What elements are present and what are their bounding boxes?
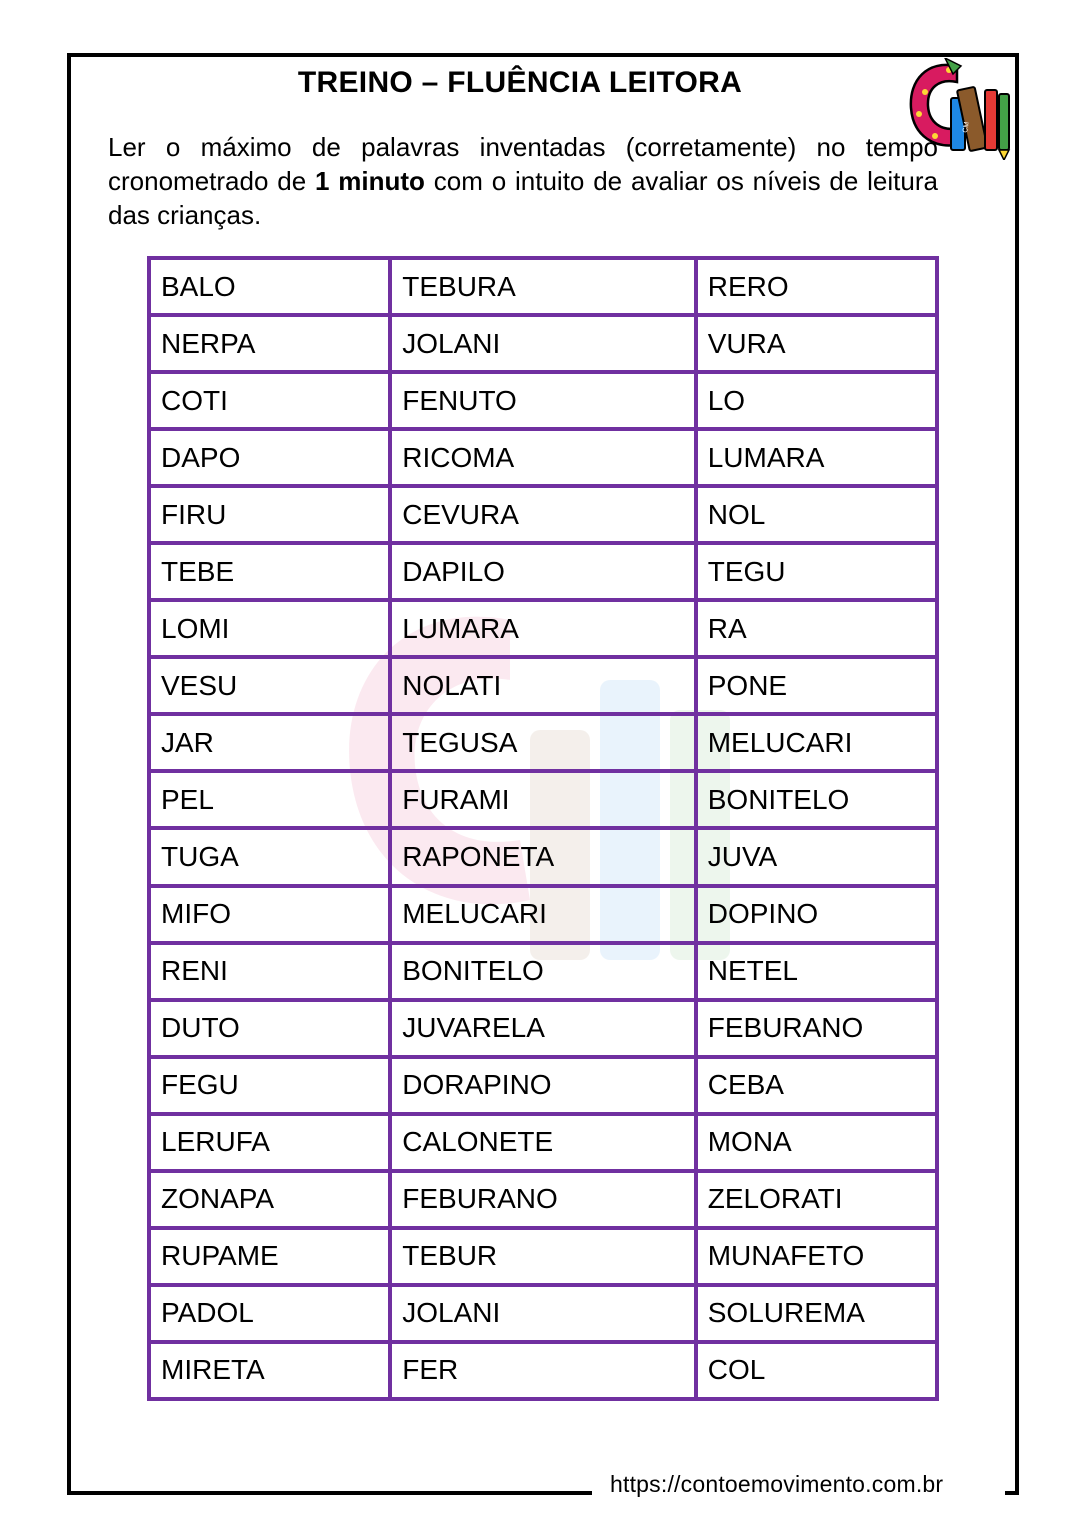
word-cell: FEBURANO xyxy=(696,1000,937,1057)
word-cell: DORAPINO xyxy=(390,1057,696,1114)
word-row xyxy=(149,1114,937,1171)
word-cell: TEBE xyxy=(149,543,390,600)
word-row xyxy=(149,714,937,771)
word-cell: BONITELO xyxy=(696,771,937,828)
word-table-body xyxy=(149,258,937,1399)
word-cell: ZONAPA xyxy=(149,1171,390,1228)
word-row xyxy=(149,258,937,315)
word-cell: RUPAME xyxy=(149,1228,390,1285)
word-cell: LUMARA xyxy=(390,600,696,657)
word-cell: MIFO xyxy=(149,886,390,943)
word-cell: PADOL xyxy=(149,1285,390,1342)
instructions-text xyxy=(108,130,938,232)
word-cell: MELUCARI xyxy=(390,886,696,943)
page-border-right xyxy=(1015,53,1019,1495)
word-cell: TUGA xyxy=(149,828,390,885)
word-cell: MIRETA xyxy=(149,1342,390,1399)
word-cell: CEBA xyxy=(696,1057,937,1114)
word-cell: JUVA xyxy=(696,828,937,885)
page-title: TREINO – FLUÊNCIA LEITORA xyxy=(297,66,743,99)
word-cell: CALONETE xyxy=(390,1114,696,1171)
word-cell: FENUTO xyxy=(390,372,696,429)
svg-text:CM: CM xyxy=(962,121,971,134)
word-cell: CEVURA xyxy=(390,486,696,543)
page-border-bottom xyxy=(67,1491,592,1495)
word-table xyxy=(147,256,939,1401)
word-row xyxy=(149,486,937,543)
word-cell: DAPO xyxy=(149,429,390,486)
page-border-top xyxy=(67,53,1019,57)
word-cell: PONE xyxy=(696,657,937,714)
word-cell: SOLUREMA xyxy=(696,1285,937,1342)
word-cell: MONA xyxy=(696,1114,937,1171)
page-border-bottom-tail xyxy=(1005,1491,1019,1495)
word-cell: DUTO xyxy=(149,1000,390,1057)
word-row xyxy=(149,1171,937,1228)
word-row xyxy=(149,1285,937,1342)
word-row xyxy=(149,771,937,828)
word-cell: COTI xyxy=(149,372,390,429)
word-cell: JUVARELA xyxy=(390,1000,696,1057)
word-row xyxy=(149,543,937,600)
word-cell: LO xyxy=(696,372,937,429)
word-cell: LUMARA xyxy=(696,429,937,486)
word-row xyxy=(149,429,937,486)
word-row xyxy=(149,828,937,885)
instructions-text-part-1: Ler o máximo de palavras inventadas (corretamente) no tempo cronometrado de xyxy=(108,132,938,196)
word-row xyxy=(149,657,937,714)
word-cell: NERPA xyxy=(149,315,390,372)
word-cell: COL xyxy=(696,1342,937,1399)
word-row xyxy=(149,1000,937,1057)
word-row xyxy=(149,315,937,372)
word-cell: NOLATI xyxy=(390,657,696,714)
word-cell: JOLANI xyxy=(390,315,696,372)
word-row xyxy=(149,1228,937,1285)
word-cell: NOL xyxy=(696,486,937,543)
word-row xyxy=(149,886,937,943)
word-cell: PEL xyxy=(149,771,390,828)
word-row xyxy=(149,600,937,657)
word-cell: FER xyxy=(390,1342,696,1399)
word-cell: DOPINO xyxy=(696,886,937,943)
word-cell: BONITELO xyxy=(390,943,696,1000)
word-cell: NETEL xyxy=(696,943,937,1000)
instructions-time-limit: 1 minuto xyxy=(315,166,425,196)
word-row xyxy=(149,1057,937,1114)
word-cell: JAR xyxy=(149,714,390,771)
word-cell: RENI xyxy=(149,943,390,1000)
word-cell: FEGU xyxy=(149,1057,390,1114)
word-cell: FIRU xyxy=(149,486,390,543)
word-cell: TEGUSA xyxy=(390,714,696,771)
word-cell: FEBURANO xyxy=(390,1171,696,1228)
word-cell: VURA xyxy=(696,315,937,372)
word-cell: MUNAFETO xyxy=(696,1228,937,1285)
word-cell: FURAMI xyxy=(390,771,696,828)
word-cell: MELUCARI xyxy=(696,714,937,771)
word-cell: RICOMA xyxy=(390,429,696,486)
word-cell: TEBURA xyxy=(390,258,696,315)
word-row xyxy=(149,1342,937,1399)
word-cell: JOLANI xyxy=(390,1285,696,1342)
word-row xyxy=(149,943,937,1000)
word-cell: TEBUR xyxy=(390,1228,696,1285)
word-cell: LOMI xyxy=(149,600,390,657)
word-cell: LERUFA xyxy=(149,1114,390,1171)
word-cell: VESU xyxy=(149,657,390,714)
word-cell: RA xyxy=(696,600,937,657)
word-cell: RERO xyxy=(696,258,937,315)
word-cell: BALO xyxy=(149,258,390,315)
instructions-text-part-2: com o intuito de avaliar os níveis de leitura das crianças. xyxy=(108,166,938,230)
word-row xyxy=(149,372,937,429)
word-cell: TEGU xyxy=(696,543,937,600)
footer-url[interactable]: https://contoemovimento.com.br xyxy=(610,1471,944,1497)
page-border-left xyxy=(67,53,71,1495)
word-cell: DAPILO xyxy=(390,543,696,600)
word-cell: ZELORATI xyxy=(696,1171,937,1228)
word-cell: RAPONETA xyxy=(390,828,696,885)
